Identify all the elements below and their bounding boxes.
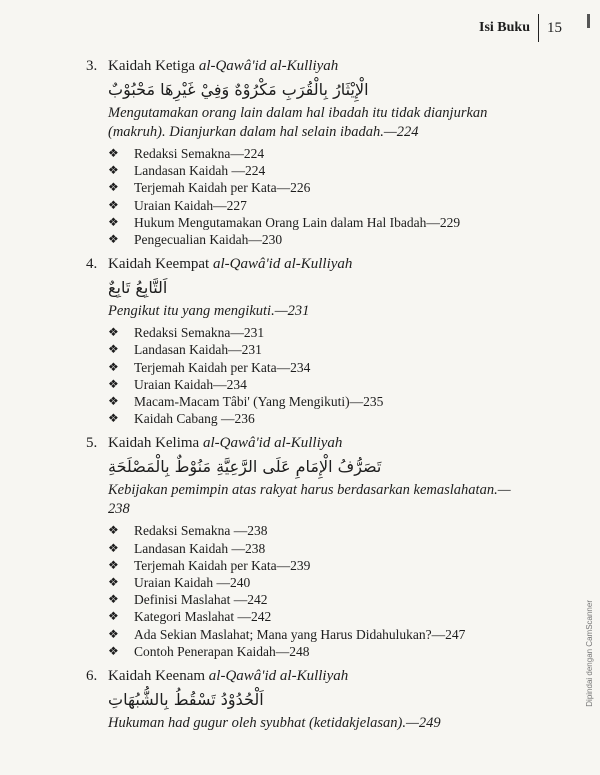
subtopic-list <box>108 145 528 248</box>
subtopic-item <box>108 197 528 214</box>
diamond-bullet-icon: ❖ <box>108 146 119 160</box>
diamond-bullet-icon: ❖ <box>108 376 119 391</box>
section-title <box>108 254 352 274</box>
subtopic-item <box>108 359 528 376</box>
section-number: 5. <box>86 435 98 452</box>
section-number: 4. <box>86 256 98 273</box>
diamond-bullet-icon: ❖ <box>108 214 119 229</box>
subtopic-text: Redaksi Semakna —238 <box>134 523 268 539</box>
subtopic-item <box>108 341 528 358</box>
subtopic-text: Kaidah Cabang —236 <box>134 411 255 427</box>
toc-section <box>86 254 528 427</box>
section-title-text: Kaidah Ketiga <box>108 58 199 74</box>
diamond-bullet-icon: ❖ <box>108 180 119 195</box>
diamond-bullet-icon: ❖ <box>108 163 119 178</box>
subtopic-item <box>108 643 528 660</box>
diamond-bullet-icon: ❖ <box>108 523 119 538</box>
subtopic-item <box>108 376 528 393</box>
subtopic-text: Landasan Kaidah —224 <box>134 163 266 179</box>
diamond-bullet-icon: ❖ <box>108 342 119 357</box>
corner-mark <box>587 14 590 28</box>
diamond-bullet-icon: ❖ <box>108 557 119 572</box>
subtopic-item <box>108 231 528 248</box>
subtopic-text: Uraian Kaidah —240 <box>134 575 251 591</box>
section-heading <box>86 666 528 686</box>
subtopic-text: Contoh Penerapan Kaidah—248 <box>134 643 310 659</box>
running-head-title: Isi Buku <box>479 20 530 35</box>
diamond-bullet-icon: ❖ <box>108 575 119 590</box>
diamond-bullet-icon: ❖ <box>108 359 119 374</box>
section-title-text: Kaidah Kelima <box>108 435 203 452</box>
toc-section <box>86 433 528 660</box>
subtopic-text: Landasan Kaidah—231 <box>134 342 262 358</box>
section-number: 3. <box>86 58 98 74</box>
running-head <box>479 14 562 42</box>
subtopic-text: Terjemah Kaidah per Kata—234 <box>134 359 311 375</box>
subtopic-item <box>108 557 528 574</box>
diamond-bullet-icon: ❖ <box>108 643 119 658</box>
subtopic-list <box>108 522 528 660</box>
diamond-bullet-icon: ❖ <box>108 325 119 340</box>
section-title-text: Kaidah Keempat <box>108 256 213 273</box>
diamond-bullet-icon: ❖ <box>108 626 119 641</box>
section-title-italic: al-Qawâ'id al-Kulliyah <box>198 58 339 74</box>
subtopic-item <box>108 214 528 231</box>
section-heading <box>86 254 528 274</box>
section-heading <box>86 433 528 453</box>
scanner-watermark: Dipindai dengan CamScanner <box>585 600 594 707</box>
subtopic-item <box>108 540 528 557</box>
section-title <box>108 56 338 76</box>
diamond-bullet-icon: ❖ <box>108 232 119 247</box>
arabic-maxim: الْإِيْثَارُ بِالْقُرَبِ مَكْرُوْهٌ وَفِيْ غَيْرِهَا مَحْبُوْبٌ <box>108 80 369 99</box>
subtopic-item <box>108 591 528 608</box>
subtopic-item <box>108 162 528 179</box>
subtopic-text: Terjemah Kaidah per Kata—226 <box>134 180 311 196</box>
maxim-translation: Mengutamakan orang lain dalam hal ibadah itu tidak dianjurkan (makruh). Dianjurkan dalam hal selain ibadah.—224 <box>108 105 488 140</box>
section-heading <box>86 56 528 76</box>
toc-section <box>86 666 528 733</box>
diamond-bullet-icon: ❖ <box>108 197 119 212</box>
subtopic-text: Pengecualian Kaidah—230 <box>134 232 283 248</box>
subtopic-item <box>108 324 528 341</box>
subtopic-item <box>108 410 528 427</box>
arabic-maxim: اَلْحُدُوْدُ تَسْقُطُ بِالشُّبُهَاتِ <box>108 690 264 710</box>
subtopic-text: Redaksi Semakna—224 <box>134 146 265 161</box>
subtopic-text: Kategori Maslahat —242 <box>134 609 272 625</box>
section-title <box>108 666 348 686</box>
section-title <box>108 433 342 453</box>
subtopic-text: Terjemah Kaidah per Kata—239 <box>134 557 311 573</box>
section-title-italic: al-Qawâ'id al-Kulliyah <box>212 256 353 273</box>
subtopic-item <box>108 626 528 643</box>
subtopic-text: Uraian Kaidah—227 <box>134 197 247 213</box>
subtopic-item <box>108 522 528 539</box>
arabic-maxim: تَصَرُّفُ الْإِمَامِ عَلَى الرَّعِيَّةِ مَنُوْطٌ بِالْمَصْلَحَةِ <box>108 457 382 477</box>
section-title-text: Kaidah Keenam <box>108 668 209 685</box>
table-of-contents <box>86 56 528 739</box>
maxim-translation: Hukuman had gugur oleh syubhat (ketidakjelasan).—249 <box>108 715 441 732</box>
subtopic-text: Macam-Macam Tâbi' (Yang Mengikuti)—235 <box>134 394 384 410</box>
toc-section <box>86 56 528 248</box>
diamond-bullet-icon: ❖ <box>108 540 119 555</box>
diamond-bullet-icon: ❖ <box>108 592 119 607</box>
maxim-translation: Kebijakan pemimpin atas rakyat harus berdasarkan kemaslahatan.—238 <box>108 482 511 518</box>
subtopic-text: Landasan Kaidah —238 <box>134 540 266 556</box>
section-number: 6. <box>86 668 98 685</box>
maxim-translation: Pengikut itu yang mengikuti.—231 <box>108 303 310 320</box>
subtopic-text: Redaksi Semakna—231 <box>134 325 265 341</box>
subtopic-text: Ada Sekian Maslahat; Mana yang Harus Didahulukan?—247 <box>134 626 466 642</box>
diamond-bullet-icon: ❖ <box>108 394 119 409</box>
arabic-maxim: اَلتَّابِعُ تَابِعٌ <box>108 278 168 298</box>
subtopic-item <box>108 393 528 410</box>
subtopic-text: Definisi Maslahat —242 <box>134 592 268 608</box>
section-title-italic: al-Qawâ'id al-Kulliyah <box>202 435 343 452</box>
subtopic-list <box>108 324 528 427</box>
section-title-italic: al-Qawâ'id al-Kulliyah <box>208 668 349 685</box>
subtopic-text: Hukum Mengutamakan Orang Lain dalam Hal Ibadah—229 <box>134 214 461 230</box>
diamond-bullet-icon: ❖ <box>108 609 119 624</box>
subtopic-item <box>108 145 528 162</box>
subtopic-item <box>108 179 528 196</box>
subtopic-item <box>108 608 528 625</box>
page-number: 15 <box>547 19 562 36</box>
diamond-bullet-icon: ❖ <box>108 411 119 426</box>
subtopic-text: Uraian Kaidah—234 <box>134 376 247 392</box>
subtopic-item <box>108 574 528 591</box>
